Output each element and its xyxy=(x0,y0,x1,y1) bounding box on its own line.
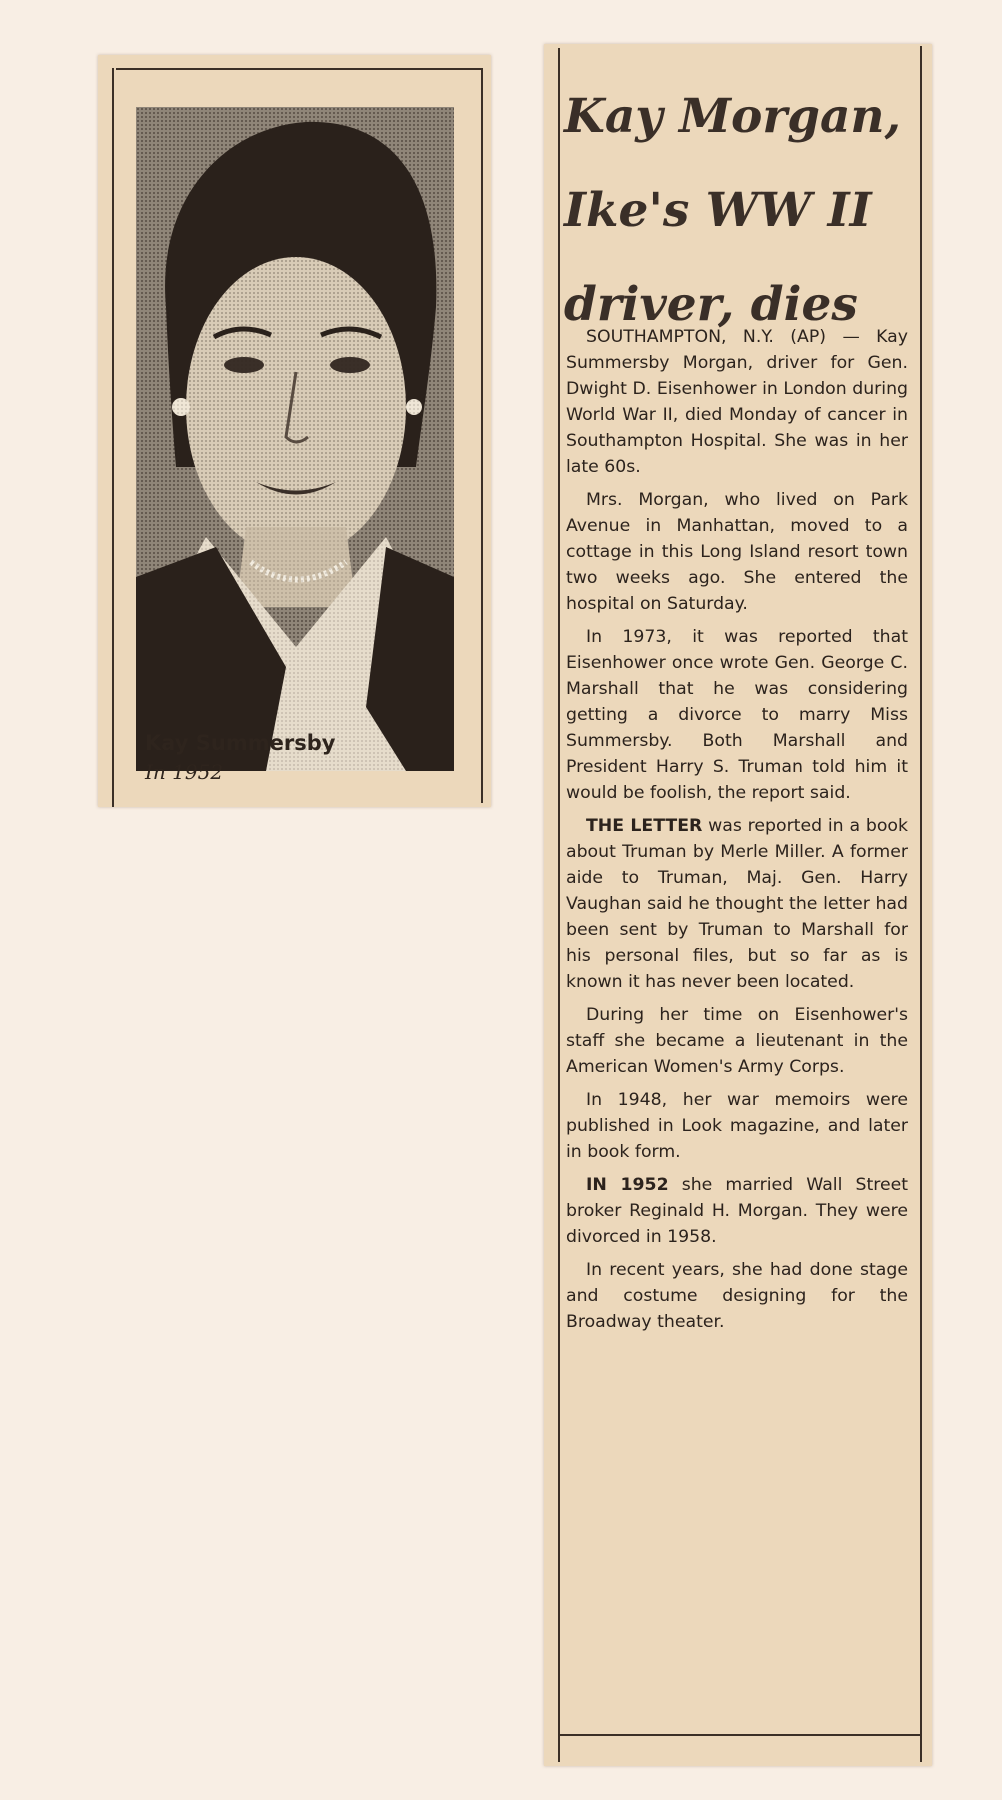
left-rule xyxy=(558,48,560,1762)
photo-caption-year: In 1952 xyxy=(145,760,224,784)
paragraph xyxy=(566,624,908,806)
paragraph-text: she married Wall Street broker Reginald H. Morgan. They were divorced in 1958. xyxy=(566,1175,908,1247)
left-rule xyxy=(112,68,114,807)
photo-clipping xyxy=(98,55,491,807)
paragraph-text: In 1973, it was reported that Eisenhower once wrote Gen. George C. Marshall that he was considering getting a divorce to marry Miss Summersby. Both Marshall and President Harry S. Truman told him it would be foolish, the report said. xyxy=(566,627,908,803)
paragraph-text: SOUTHAMPTON, N.Y. (AP) — Kay Summersby Morgan, driver for Gen. Dwight D. Eisenhower in London during World War II, died Monday of cancer in Southampton Hospital. She was in her late 60s. xyxy=(566,327,908,477)
right-rule xyxy=(481,68,483,803)
paragraph-text: In 1948, her war memoirs were published in Look magazine, and later in book form. xyxy=(566,1090,908,1162)
top-rule xyxy=(116,68,483,70)
paragraph xyxy=(566,1002,908,1080)
paragraph xyxy=(566,1172,908,1250)
portrait-photo xyxy=(136,107,454,771)
headline: Kay Morgan, Ike's WW II driver, dies xyxy=(564,89,901,332)
paragraph xyxy=(566,1087,908,1165)
paragraph-text: Mrs. Morgan, who lived on Park Avenue in Manhattan, moved to a cottage in this Long Island resort town two weeks ago. She entered the hospital on Saturday. xyxy=(566,490,908,614)
paragraph xyxy=(566,813,908,995)
article-body xyxy=(566,324,908,1342)
paragraph-lead: THE LETTER xyxy=(586,816,703,836)
paragraph xyxy=(566,1257,908,1335)
bottom-rule xyxy=(558,1734,922,1736)
photo-caption-name: Kay Summersby xyxy=(145,731,336,755)
paragraph-text: In recent years, she had done stage and costume designing for the Broadway theater. xyxy=(566,1260,908,1332)
paragraph xyxy=(566,324,908,480)
right-rule xyxy=(920,46,922,1762)
paragraph-lead: IN 1952 xyxy=(586,1175,669,1195)
article-clipping xyxy=(544,44,932,1766)
paragraph-text: During her time on Eisenhower's staff she became a lieutenant in the American Women's Army Corps. xyxy=(566,1005,908,1077)
paragraph xyxy=(566,487,908,617)
paragraph-text: was reported in a book about Truman by Merle Miller. A former aide to Truman, Maj. Gen. Harry Vaughan said he thought the letter had been sent by Truman to Marshall for his personal files, but so far as is known it has never been located. xyxy=(566,816,908,992)
